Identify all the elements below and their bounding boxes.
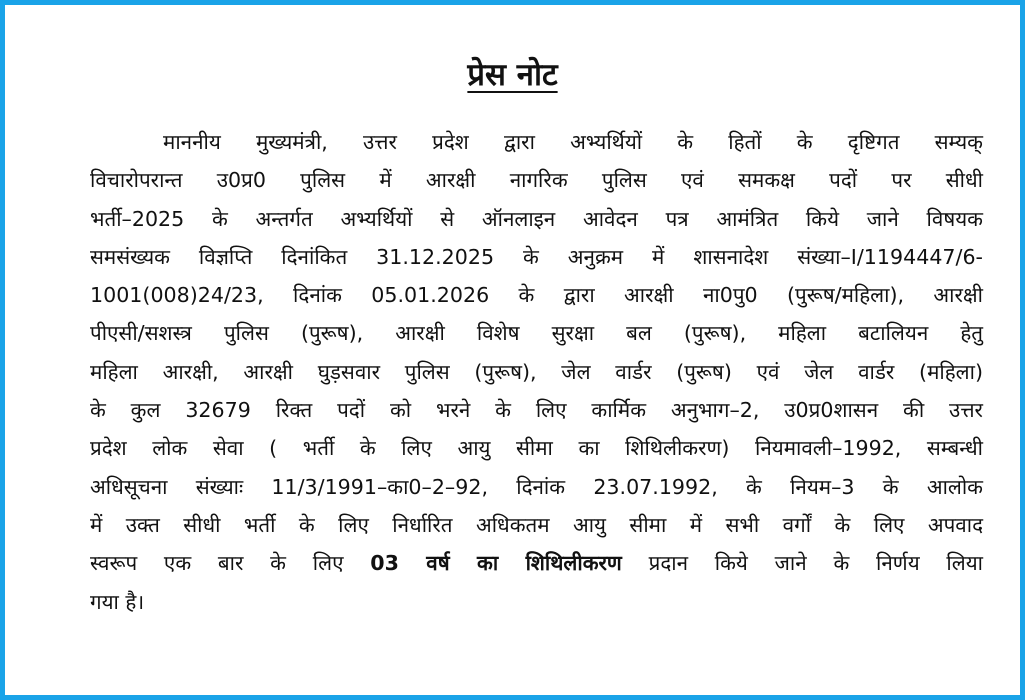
body-line-4: समसंख्यक विज्ञप्ति दिनांकित 31.12.2025 के अनुक्रम में शासनादेश संख्या–I/1194447/6- (90, 244, 983, 269)
body-line-2: विचारोपरान्त उ0प्र0 पुलिस में आरक्षी नागरिक पुलिस एवं समकक्ष पदों पर सीधी (90, 168, 983, 193)
relaxation-highlight: 03 वर्ष का शिथिलीकरण (370, 551, 622, 576)
press-note-body (90, 123, 983, 621)
body-line-10: अधिसूचना संख्याः 11/3/1991–का0–2–92, दिनांक 23.07.1992, के नियम–3 के आलोक (90, 474, 983, 499)
body-line-11: में उक्त सीधी भर्ती के लिए निर्धारित अधिकतम आयु सीमा में सभी वर्गों के लिए अपवाद (90, 512, 983, 537)
body-line-3: भर्ती–2025 के अन्तर्गत अभ्यर्थियों से ऑनलाइन आवेदन पत्र आमंत्रित किये जाने विषयक (90, 206, 983, 231)
body-line-12 (90, 544, 983, 582)
body-line-8: के कुल 32679 रिक्त पदों को भरने के लिए कार्मिक अनुभाग–2, उ0प्र0शासन की उत्तर (90, 398, 983, 423)
body-line-7: महिला आरक्षी, आरक्षी घुड़सवार पुलिस (पुरूष), जेल वार्डर (पुरूष) एवं जेल वार्डर (महिला) (90, 359, 983, 384)
body-line-12-start: स्वरूप एक बार के लिए (90, 551, 371, 576)
page-title (5, 53, 1020, 97)
body-line-13: गया है। (90, 589, 145, 614)
body-line-1: माननीय मुख्यमंत्री, उत्तर प्रदेश द्वारा अभ्यर्थियों के हितों के दृष्टिगत सम्यक् (163, 130, 983, 154)
body-line-12-end: प्रदान किये जाने के निर्णय लिया (621, 551, 983, 576)
body-line-9: प्रदेश लोक सेवा ( भर्ती के लिए आयु सीमा का शिथिलीकरण) नियमावली–1992, सम्बन्धी (90, 436, 983, 461)
page-title-text: प्रेस नोट (467, 57, 558, 93)
body-line-6: पीएसी/सशस्त्र पुलिस (पुरूष), आरक्षी विशेष सुरक्षा बल (पुरूष), महिला बटालियन हेतु (90, 321, 983, 346)
body-line-5: 1001(008)24/23, दिनांक 05.01.2026 के द्वारा आरक्षी ना0पु0 (पुरूष/महिला), आरक्षी (90, 283, 983, 308)
